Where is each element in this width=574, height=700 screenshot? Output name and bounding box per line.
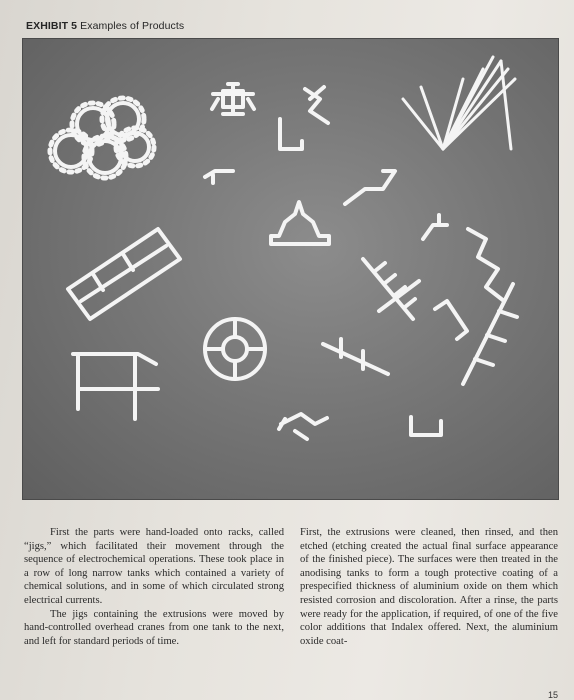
u-profile	[411, 417, 441, 435]
h-frame-profile	[73, 354, 158, 419]
left-paragraph-2: The jigs containing the extrusions were moved by hand-controlled overhead cranes from one tank to the next, and left for standard periods of time.	[24, 608, 284, 647]
product-photo	[22, 38, 559, 500]
right-column	[300, 526, 558, 648]
comb-profile	[363, 259, 419, 319]
page-number: 15	[547, 690, 558, 700]
bracket-profile	[279, 414, 327, 439]
window-frame-profile	[68, 229, 180, 319]
cross-profile	[212, 84, 254, 114]
product-photo-illustration	[23, 39, 558, 499]
exhibit-caption: Examples of Products	[80, 20, 185, 32]
small-angle-profile	[205, 171, 233, 183]
wheel-profile	[205, 319, 265, 379]
right-paragraph-1: First, the extrusions were cleaned, then rinsed, and then etched (etching created the actual final surface appearance of the finished piece). The surfaces were then treated in the anodising tanks to form a tough protective coating of a prespecified thickness of aluminium oxide on them which resisted corrosion and discoloration. After a rinse, the parts were ready for the application, if required, of one of the five color additions that Indalex offered. Next, the aluminium oxide coat-	[300, 527, 558, 647]
hook-profile	[423, 215, 447, 239]
exhibit-label: EXHIBIT 5	[26, 20, 78, 32]
c-profile	[435, 301, 467, 339]
fan-profile	[403, 57, 515, 149]
r-profile	[305, 87, 328, 123]
strip-profile	[323, 339, 388, 374]
exhibit-title	[26, 20, 184, 32]
finned-rail-profile	[463, 284, 517, 384]
s-profile	[468, 229, 504, 301]
z-profile	[345, 171, 395, 204]
l-channel-profile	[280, 119, 302, 149]
arch-profile	[271, 202, 329, 244]
gear-profiles	[50, 98, 154, 178]
left-column	[24, 526, 284, 648]
left-paragraph-1: First the parts were hand-loaded onto racks, called “jigs,” which facilitated their movement through the sequence of electrochemical operations. These took place in a row of long narrow tanks which contained a variety of chemical solutions, and in some of which circulated strong electrical currents.	[24, 527, 284, 606]
